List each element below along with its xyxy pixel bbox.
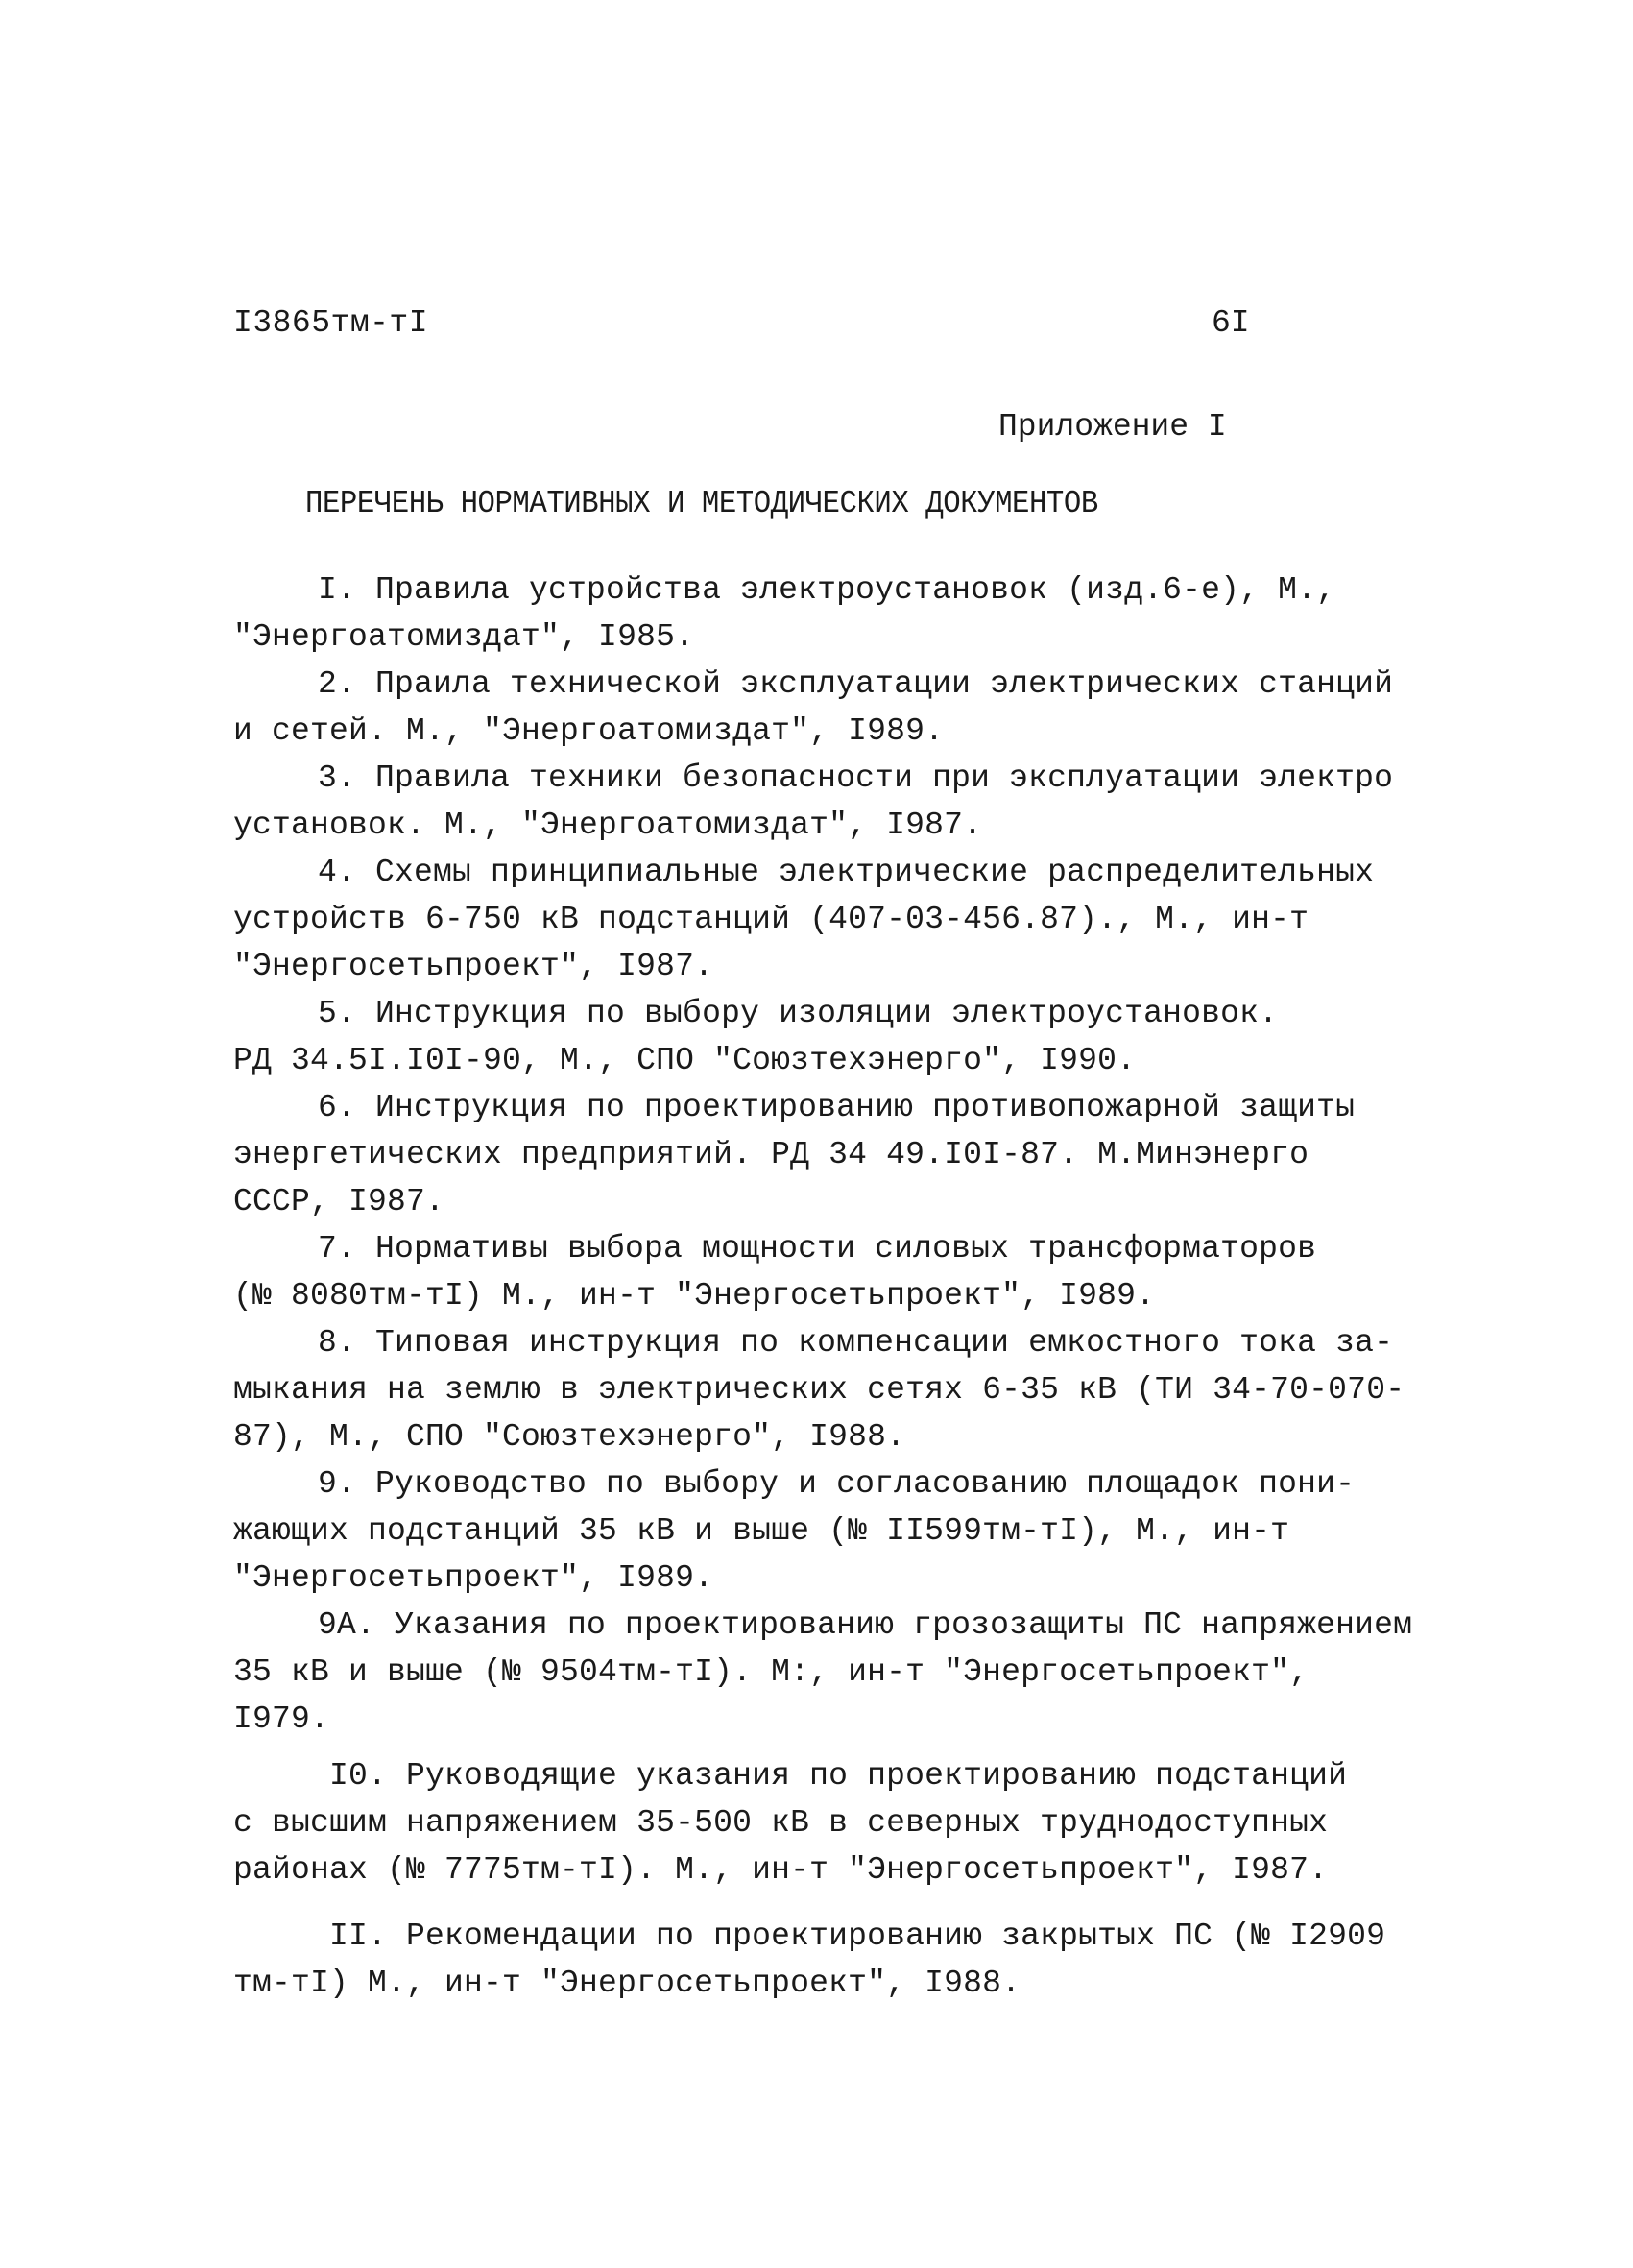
list-item-line: 9. Руководство по выбору и согласованию площадок пони-: [318, 1466, 1356, 1502]
document-number: I3865тм-тI: [233, 305, 429, 341]
list-item-line: 4. Схемы принципиальные электрические распределительных: [318, 855, 1375, 890]
list-item-line: I979.: [233, 1701, 330, 1737]
list-item-line: 2. Праила технической эксплуатации электрических станций: [318, 666, 1394, 702]
list-item-6: [233, 1084, 1357, 1225]
list-item-line: СССР, I987.: [233, 1184, 445, 1219]
list-item-line: устройств 6-750 кВ подстанций (407-03-456.87)., М., ин-т: [233, 902, 1309, 937]
list-item-line: II. Рекомендации по проектированию закрытых ПС (№ I2909: [329, 1918, 1386, 1954]
list-item-line: 5. Инструкция по выбору изоляции электроустановок.: [318, 996, 1279, 1031]
list-item-line: 9А. Указания по проектированию грозозащиты ПС напряжением: [318, 1607, 1413, 1643]
list-item-1: [233, 567, 1357, 661]
list-item-line: жающих подстанций 35 кВ и выше (№ II599тм-тI), М., ин-т: [233, 1513, 1290, 1549]
list-item-7: [233, 1225, 1357, 1319]
list-item-line: 8. Типовая инструкция по компенсации емкостного тока за-: [318, 1325, 1394, 1361]
list-item-line: 6. Инструкция по проектированию противопожарной защиты: [318, 1090, 1356, 1125]
list-item-line: с высшим напряжением 35-500 кВ в северных труднодоступных: [233, 1805, 1329, 1841]
list-item-line: РД 34.5I.I0I-90, М., СПО "Союзтехэнерго", I990.: [233, 1043, 1137, 1078]
list-item-line: энергетических предприятий. РД 34 49.I0I-87. М.Минэнерго: [233, 1137, 1309, 1172]
list-item-line: (№ 8080тм-тI) М., ин-т "Энергосетьпроект", I989.: [233, 1278, 1156, 1314]
list-item-4: [233, 849, 1375, 990]
list-item-line: "Энергоатомиздат", I985.: [233, 619, 695, 655]
list-item-9a: [233, 1602, 1413, 1743]
list-item-line: I0. Руководящие указания по проектированию подстанций: [329, 1758, 1348, 1794]
list-item-line: "Энергосетьпроект", I989.: [233, 1560, 714, 1596]
list-item-line: тм-тI) М., ин-т "Энергосетьпроект", I988.: [233, 1966, 1021, 2001]
list-item-line: 35 кВ и выше (№ 9504тм-тI). М:, ин-т "Энергосетьпроект",: [233, 1654, 1309, 1690]
list-item-line: установок. М., "Энергоатомиздат", I987.: [233, 808, 983, 843]
list-item-3: [233, 755, 1394, 849]
list-item-10: [233, 1752, 1357, 1894]
page-number: 6I: [1212, 305, 1250, 341]
list-item-2: [233, 661, 1394, 755]
reference-list: [233, 567, 1413, 2007]
page-title: ПЕРЕЧЕНЬ НОРМАТИВНЫХ И МЕТОДИЧЕСКИХ ДОКУМЕНТОВ: [305, 486, 1098, 521]
list-item-line: "Энергосетьпроект", I987.: [233, 949, 714, 984]
list-item-line: районах (№ 7775тм-тI). М., ин-т "Энергосетьпроект", I987.: [233, 1852, 1329, 1888]
list-item-line: мыкания на землю в электрических сетях 6-35 кВ (ТИ 34-70-070-: [233, 1372, 1405, 1408]
list-item-8: [233, 1319, 1405, 1460]
list-item-11: [233, 1913, 1386, 2007]
list-item-line: 7. Нормативы выбора мощности силовых трансформаторов: [318, 1231, 1317, 1267]
list-item-line: 87), М., СПО "Союзтехэнерго", I988.: [233, 1419, 906, 1455]
list-item-line: и сетей. М., "Энергоатомиздат", I989.: [233, 713, 945, 749]
list-item-line: 3. Правила техники безопасности при эксплуатации электро: [318, 760, 1394, 796]
list-item-9: [233, 1460, 1357, 1602]
list-item-line: I. Правила устройства электроустановок (изд.6-е), М.,: [318, 572, 1336, 608]
appendix-label: Приложение I: [998, 409, 1227, 445]
list-item-5: [233, 990, 1357, 1084]
